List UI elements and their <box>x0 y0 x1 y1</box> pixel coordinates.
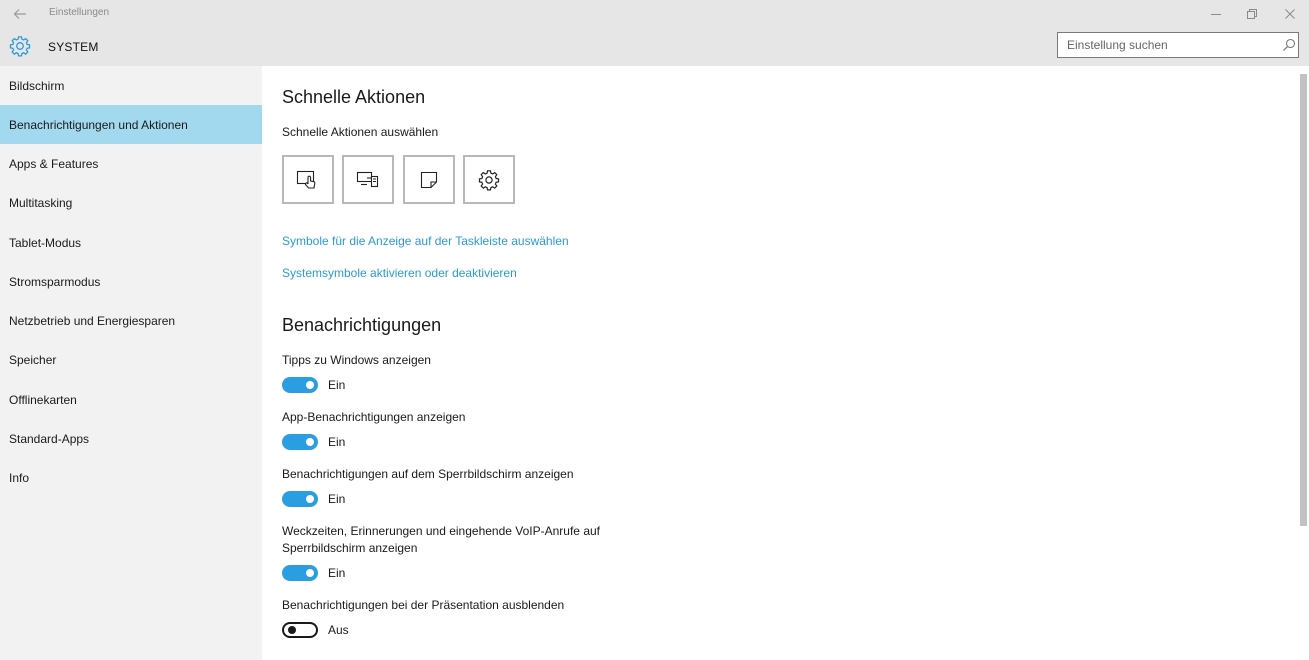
sidebar-item-apps-features[interactable]: Apps & Features <box>9 156 99 171</box>
quick-actions-heading: Schnelle Aktionen <box>282 87 426 107</box>
toggle-state-windows-tips: Ein <box>328 378 346 392</box>
toggle-hide-presentation[interactable] <box>282 622 318 638</box>
restore-icon <box>1247 9 1257 19</box>
toggle-state-lock-screen: Ein <box>328 492 346 506</box>
sidebar-item-netzbetrieb[interactable]: Netzbetrieb und Energiesparen <box>9 313 176 328</box>
sidebar-item-offlinekarten[interactable]: Offlinekarten <box>9 392 77 407</box>
toggle-alarms-voip[interactable] <box>282 565 318 581</box>
toggle-knob <box>306 381 314 389</box>
minimize-button[interactable] <box>1196 0 1236 27</box>
system-gear-icon <box>9 35 31 57</box>
note-icon <box>418 169 440 191</box>
quick-action-tile-note[interactable] <box>403 155 455 204</box>
window-title: Einstellungen <box>49 7 110 18</box>
content-panel <box>262 66 1298 660</box>
title-bar <box>0 0 1309 27</box>
toggle-knob <box>306 438 314 446</box>
back-button[interactable] <box>0 0 40 27</box>
project-screen-icon <box>356 169 380 191</box>
sidebar-item-benachrichtigungen[interactable]: Benachrichtigungen und Aktionen <box>0 105 262 144</box>
settings-header <box>0 27 1309 66</box>
sidebar <box>0 66 262 660</box>
sidebar-item-info[interactable]: Info <box>9 470 30 485</box>
taskbar-icons-link[interactable]: Symbole für die Anzeige auf der Taskleiste auswählen <box>282 234 569 248</box>
page-title: SYSTEM <box>48 40 99 54</box>
back-arrow-icon <box>13 8 27 20</box>
sidebar-item-multitasking[interactable]: Multitasking <box>9 195 73 210</box>
toggle-app-notifications[interactable] <box>282 434 318 450</box>
quick-action-tile-settings[interactable] <box>463 155 515 204</box>
tablet-mode-icon <box>296 169 320 191</box>
quick-action-tile-tablet-mode[interactable] <box>282 155 334 204</box>
toggle-state-hide-presentation: Aus <box>328 623 349 637</box>
toggle-lock-screen[interactable] <box>282 491 318 507</box>
sidebar-item-tablet-modus[interactable]: Tablet-Modus <box>9 235 82 250</box>
setting-label-app-notifications: App-Benachrichtigungen anzeigen <box>282 410 466 424</box>
search-icon[interactable] <box>1282 38 1296 52</box>
search-input[interactable] <box>1058 33 1272 57</box>
settings-gear-icon <box>478 169 500 191</box>
setting-label-hide-presentation: Benachrichtigungen bei der Präsentation ausblenden <box>282 598 565 612</box>
setting-label-alarms-voip-line1: Weckzeiten, Erinnerungen und eingehende VoIP-Anrufe auf <box>282 524 600 538</box>
toggle-windows-tips[interactable] <box>282 377 318 393</box>
quick-action-tile-project[interactable] <box>342 155 394 204</box>
quick-actions-subtitle: Schnelle Aktionen auswählen <box>282 125 439 139</box>
sidebar-item-bildschirm[interactable]: Bildschirm <box>9 78 65 93</box>
toggle-knob <box>288 626 296 634</box>
search-box[interactable] <box>1057 32 1299 58</box>
scrollbar[interactable] <box>1298 66 1309 660</box>
close-icon <box>1285 9 1295 19</box>
restore-button[interactable] <box>1232 0 1272 27</box>
minimize-icon <box>1211 9 1221 19</box>
notifications-heading: Benachrichtigungen <box>282 315 442 335</box>
sidebar-item-speicher[interactable]: Speicher <box>9 352 57 367</box>
system-icons-link[interactable]: Systemsymbole aktivieren oder deaktivieren <box>282 266 517 280</box>
setting-label-lock-screen: Benachrichtigungen auf dem Sperrbildschirm anzeigen <box>282 467 574 481</box>
scrollbar-thumb[interactable] <box>1300 74 1307 526</box>
close-button[interactable] <box>1270 0 1309 27</box>
setting-label-windows-tips: Tipps zu Windows anzeigen <box>282 353 431 367</box>
toggle-state-app-notifications: Ein <box>328 435 346 449</box>
sidebar-item-standard-apps[interactable]: Standard-Apps <box>9 431 90 446</box>
toggle-knob <box>306 495 314 503</box>
toggle-knob <box>306 569 314 577</box>
sidebar-item-stromsparmodus[interactable]: Stromsparmodus <box>9 274 101 289</box>
setting-label-alarms-voip-line2: Sperrbildschirm anzeigen <box>282 541 418 555</box>
toggle-state-alarms-voip: Ein <box>328 566 346 580</box>
